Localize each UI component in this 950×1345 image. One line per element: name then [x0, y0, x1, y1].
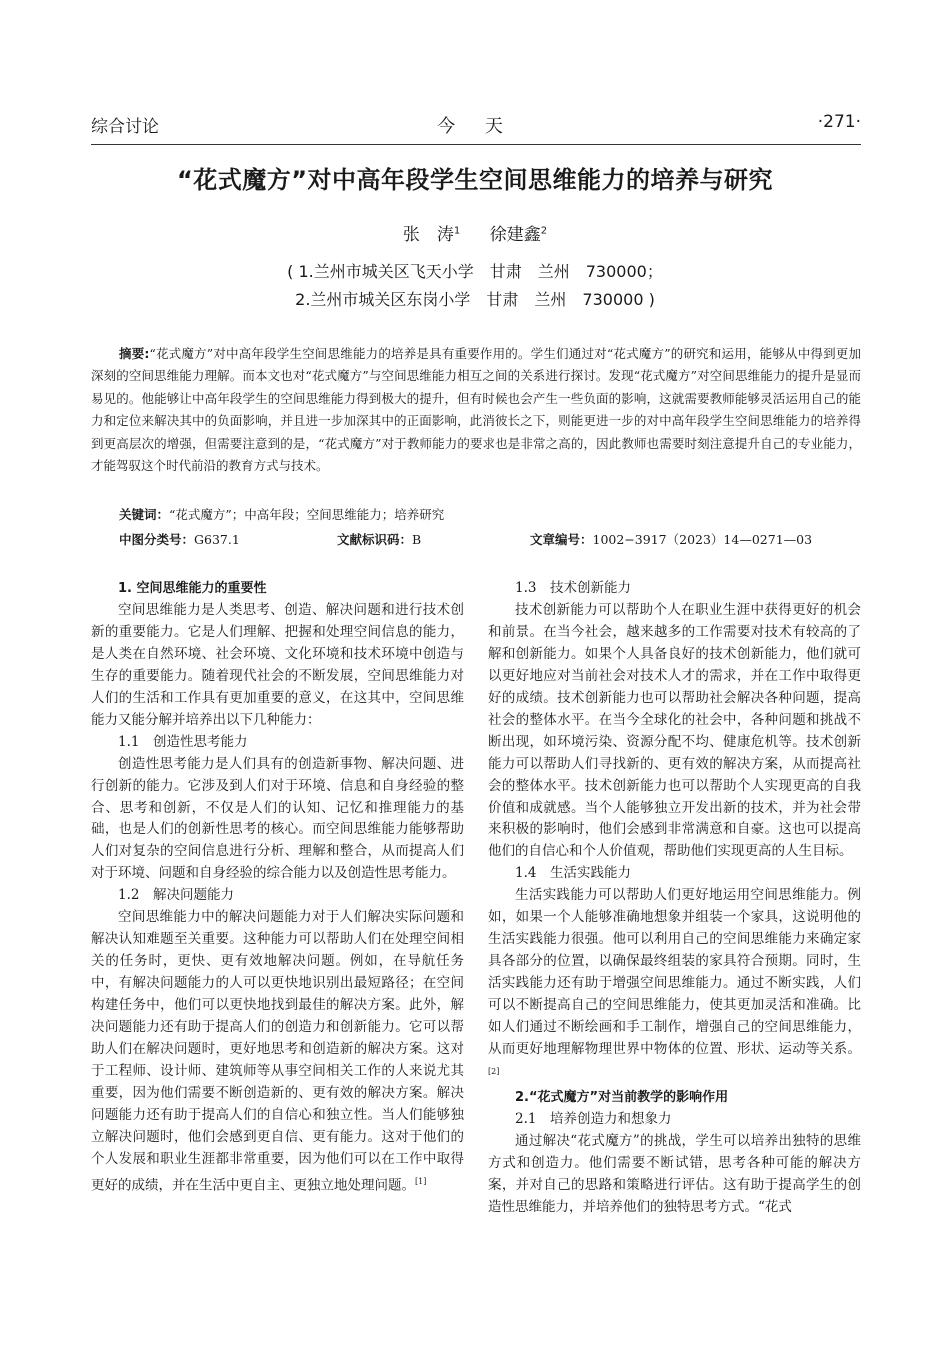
article-number: 文章编号：1002−3917（2023）14—0271—03: [530, 532, 813, 547]
paragraph: 通过解决“花式魔方”的挑战，学生可以培养出独特的思维方式和创造力。他们需要不断试错，思考各种可能的解决方案，并对自己的思路和策略进行评估。这有助于提高学生的创造性思维能力，并培养他们的独特思考方式。“花式: [488, 1133, 861, 1216]
paragraph: 空间思维能力中的解决问题能力对于人们解决实际问题和解决认知难题至关重要。这种能力可以帮助人们在处理空间相关的任务时，更快、更有效地解决问题。例如，在导航任务中，有解决问题能力的人可以更快地识别出最短路径；在空间构建任务中，他们可以更快地找到最佳的解决方案。此外，解决问题能力还有助于提高人们的创造力和创新能力。它可以帮助人们在解决问题时，更好地思考和创造新的解决方案。这对于工程师、设计师、建筑师等从事空间相关工作的人来说尤其重要，因为他们需要不断创造新的、更有效的解决方案。解决问题能力还有助于提高人们的自信心和独立性。当人们能够独立解决问题时，他们会感到更自信、更有能力。这对于他们的个人发展和职业生涯都非常重要，因为他们可以在工作中取得更好的成绩，并在生活中更自主、更独立地处理问题。[1]: [91, 909, 464, 1194]
classification-line: [119, 530, 879, 550]
clc-number: 中图分类号：G637.1: [119, 532, 240, 547]
header-section: 综合讨论: [91, 117, 159, 137]
keywords-label: 关键词：: [119, 507, 170, 522]
subsection-heading-2-1: 2.1 培养创造力和想象力: [515, 1111, 672, 1128]
paragraph: 空间思维能力是人类思考、创造、解决问题和进行技术创新的重要能力。它是人们理解、把握和处理空间信息的能力，是人类在自然环境、社会环境、文化环境和技术环境中创造与生存的重要能力。随着现代社会的不断发展，空间思维能力对人们的生活和工作具有更加重要的意义，在这其中，空间思维能力又能分解并培养出以下几种能力：: [91, 601, 464, 728]
section-heading-2: 2.“花式魔方”对当前教学的影响作用: [515, 1090, 729, 1106]
header-divider: [91, 144, 861, 145]
subsection-heading-1-4: 1.4 生活实践能力: [515, 865, 631, 882]
abstract-text: “花式魔方”对中高年段学生空间思维能力的培养是具有重要作用的。学生们通过对“花式魔方”的研究和运用，能够从中得到更加深刻的空间思维能力理解。而本文也对“花式魔方”与空间思维能力相互之间的关系进行探讨。发现“花式魔方”对空间思维能力的提升是显而易见的。他能够让中高年段学生的空间思维能力得到极大的提升，但有时候也会产生一些负面的影响，这就需要教师能够灵活运用自己的能力和定位来解决其中的负面影响，并且进一步加深其中的正面影响，此消彼长之下，则能更进一步的对中高年段学生空间思维能力的培养得到更高层次的增强，但需要注意到的是，“花式魔方”对于教师能力的要求也是非常之高的，因此教师也需要时刻注意提升自己的专业能力，才能驾驭这个时代前沿的教育方式与技术。: [91, 346, 861, 474]
paragraph: 生活实践能力可以帮助人们更好地运用空间思维能力。例如，如果一个人能够准确地想象并组装一个家具，这说明他的生活实践能力很强。他可以利用自己的空间思维能力来确定家具各部分的位置，以确保最终组装的家具符合预期。同时，生活实践能力还有助于增强空间思维能力。通过不断实践，人们可以不断提高自己的空间思维能力，使其更加灵活和准确。比如人们通过不断绘画和手工制作，增强自己的空间思维能力，从而更好地理解物理世界中物体的位置、形状、运动等关系。[2]: [488, 887, 861, 1076]
paper-title: “花式魔方”对中高年段学生空间思维能力的培养与研究: [176, 166, 774, 194]
subsection-heading-1-2: 1.2 解决问题能力: [118, 887, 234, 904]
author-line: [0, 220, 950, 245]
keywords: [119, 505, 444, 523]
header-journal: 今 天: [437, 116, 515, 137]
citation-1: [1]: [415, 1176, 427, 1186]
paragraph: 创造性思考能力是人们具有的创造新事物、解决问题、进行创新的能力。它涉及到人们对于环境、信息和自身经验的整合、思考和创新，不仅是人们的认知、记忆和推理能力的基础，也是人们的创新性思考的核心。而空间思维能力能够帮助人们对复杂的空间信息进行分析、理解和整合，从而提高人们对于环境、问题和自身经验的综合能力以及创造性思考能力。: [91, 755, 464, 882]
author-1: 张 涛$^1$: [402, 225, 461, 245]
right-column: [488, 578, 861, 1219]
subsection-heading-1-1: 1.1 创造性思考能力: [118, 733, 248, 750]
affiliation-1: ( 1.兰州市城关区飞天小学 甘肃 兰州 730000；: [287, 262, 663, 281]
header-page-number: ·271·: [817, 112, 861, 132]
abstract-label: 摘要:: [119, 346, 150, 361]
section-heading-1: 1. 空间思维能力的重要性: [118, 581, 267, 596]
keywords-text: “花式魔方”；中高年段；空间思维能力；培养研究: [169, 507, 445, 522]
author-2: 徐建鑫$^2$: [489, 225, 548, 245]
left-column: [91, 578, 464, 1197]
document-code: 文献标识码：B: [337, 532, 422, 547]
subsection-heading-1-3: 1.3 技术创新能力: [515, 580, 631, 596]
paragraph: 技术创新能力可以帮助个人在职业生涯中获得更好的机会和前景。在当今社会，越来越多的工作需要对技术有较高的了解和创新能力。如果个人具备良好的技术创新能力，他们就可以更好地应对当前社会对技术人才的需求，并在工作中取得更好的成绩。技术创新能力也可以帮助社会解决各种问题，提高社会的整体水平。在当今全球化的社会中，各种问题和挑战不断出现，如环境污染、资源分配不均、健康危机等。技术创新能力可以帮助人们寻找新的、更有效的解决方案，从而提高社会的整体水平。技术创新能力也可以帮助个人实现更高的自我价值和成就感。当个人能够独立开发出新的技术，并为社会带来积极的影响时，他们会感到非常满意和自豪。这也可以提高他们的自信心和个人价值观，帮助他们实现更高的人生目标。: [488, 601, 861, 860]
abstract: [91, 343, 861, 477]
affiliation-2: 2.兰州市城关区东岗小学 甘肃 兰州 730000 ): [295, 290, 655, 309]
running-header: [91, 112, 861, 140]
citation-2: [2]: [488, 1066, 500, 1076]
